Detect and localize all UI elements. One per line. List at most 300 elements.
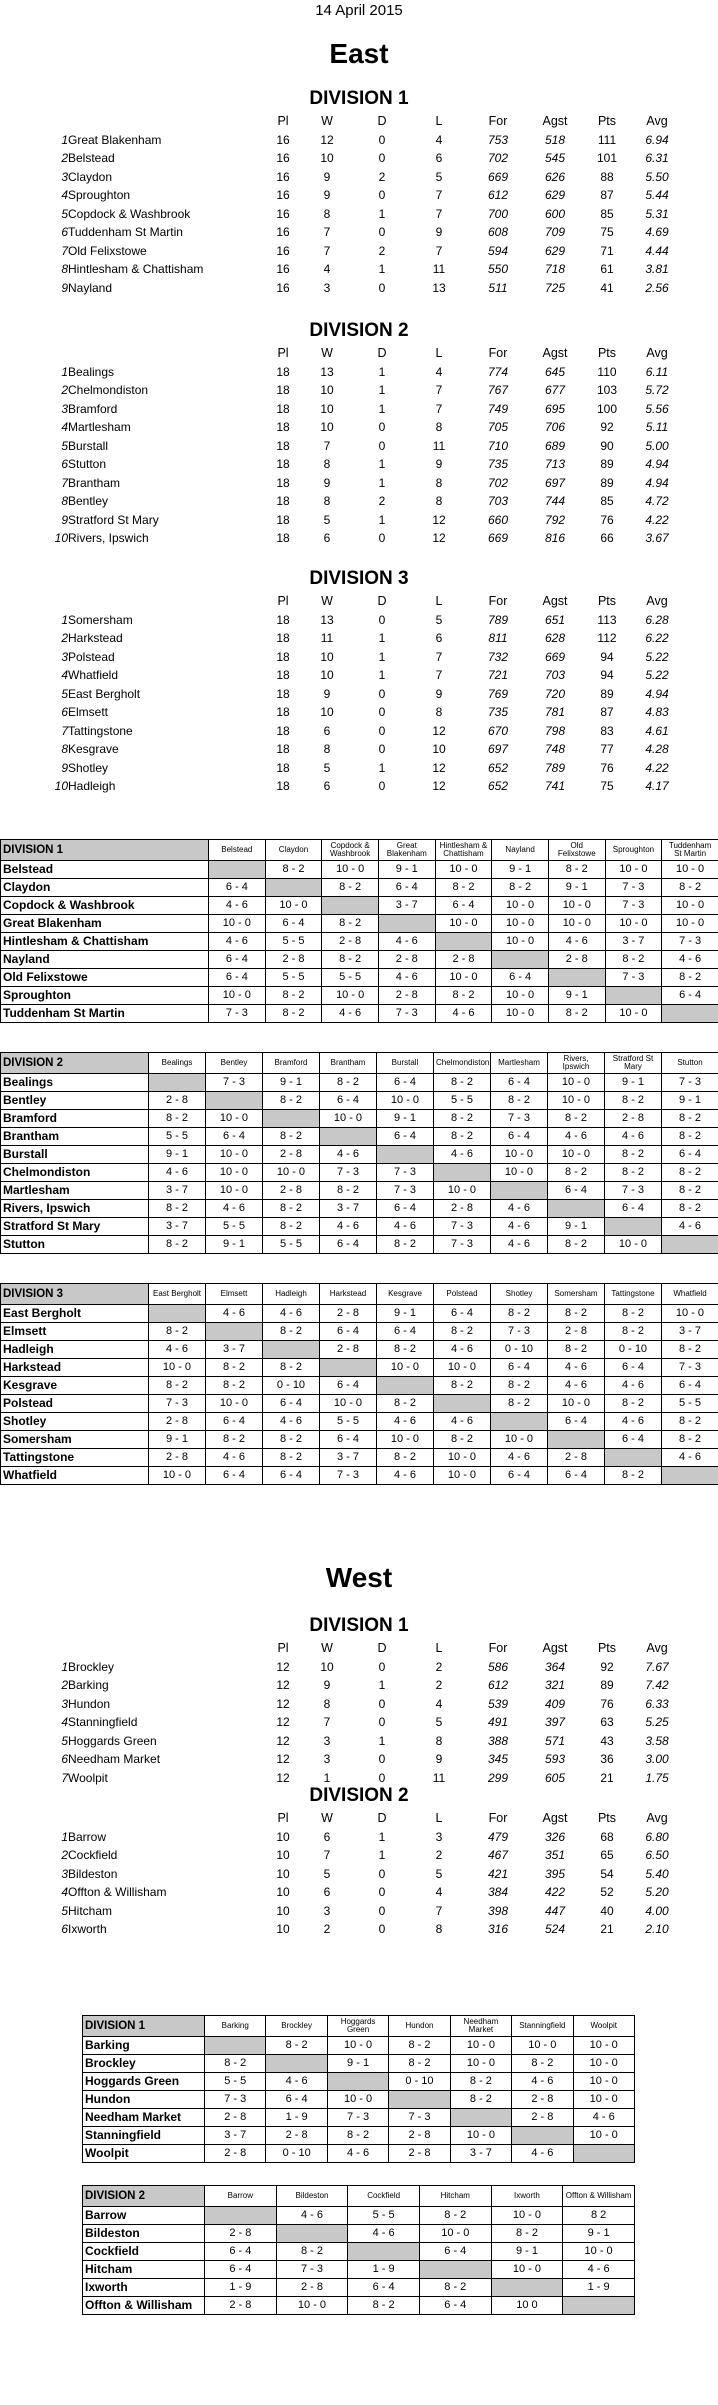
result-cell: 7 - 3 [662,1074,718,1092]
stat-l: 2 [435,1848,443,1863]
team-name: Great Blakenham [68,132,162,147]
grid-row [1,1305,718,1323]
result-cell: 10 0 [491,2297,563,2315]
row-team-sproughton: Sproughton [1,987,209,1005]
stat-avg: 7.42 [645,1678,669,1693]
stat-avg: 5.31 [645,206,669,221]
east-division-1-title: DIVISION 1 [309,88,409,109]
stat-agst: 628 [544,631,566,646]
result-cell: 2 - 8 [512,2109,573,2127]
self-match-cell [377,1146,434,1164]
stat-agst: 695 [544,401,566,416]
result-cell: 8 - 2 [206,1431,263,1449]
result-cell: 8 - 2 [322,951,379,969]
grid-row [1,951,718,969]
result-cell: 8 - 2 [263,1128,320,1146]
stat-pl: 10 [276,1866,290,1881]
column-header-somersham: Somersham [548,1284,605,1305]
column-header-chelmondiston: Chelmondiston [434,1053,491,1074]
row-team-bentley: Bentley [1,1092,149,1110]
result-cell: 8 - 2 [434,1323,491,1341]
result-cell: 10 - 0 [662,915,718,933]
result-cell: 7 - 3 [491,1110,548,1128]
stat-pts: 68 [600,1829,614,1844]
stat-pts: 61 [600,262,614,277]
result-cell: 10 - 0 [149,1467,206,1485]
header-pos-blank [40,112,68,131]
stat-pts: 65 [600,1848,614,1863]
result-cell: 10 - 0 [450,2055,511,2073]
header-team-blank [68,1809,268,1828]
stat-pl: 18 [276,631,290,646]
table-row [40,418,684,437]
stat-d: 0 [378,1715,386,1730]
stat-l: 2 [435,1659,443,1674]
row-team-hadleigh: Hadleigh [1,1341,149,1359]
result-cell: 4 - 6 [377,1218,434,1236]
stat-for: 702 [487,475,509,490]
table-row [40,381,684,400]
stat-for: 767 [487,383,509,398]
self-match-cell [492,951,549,969]
stat-l: 11 [432,262,446,277]
result-cell: 10 - 0 [605,1236,662,1254]
grid-row [83,2145,635,2163]
result-cell: 2 - 8 [548,1323,605,1341]
self-match-cell [327,2073,388,2091]
column-header-brantham: Brantham [320,1053,377,1074]
table-row [40,168,684,187]
grid-row [1,1449,718,1467]
self-match-cell [563,2297,635,2315]
stat-pts: 71 [600,243,614,258]
row-position: 1 [61,364,68,379]
stat-agst: 447 [544,1903,566,1918]
team-name: Stutton [68,457,107,472]
result-cell: 9 - 1 [263,1074,320,1092]
team-name: Cockfield [68,1848,118,1863]
stat-agst: 677 [544,383,566,398]
stat-d: 0 [378,420,386,435]
result-cell: 6 - 4 [605,1431,662,1449]
stat-avg: 4.61 [645,723,669,738]
team-name: Old Felixstowe [68,243,147,258]
header-w: W [321,346,333,361]
grid-row [1,1377,718,1395]
grid-row [1,1182,718,1200]
stat-l: 9 [435,225,443,240]
row-position: 5 [61,438,68,453]
stat-w: 3 [323,1752,331,1767]
stat-pl: 10 [276,1922,290,1937]
stat-pts: 75 [600,225,614,240]
result-cell: 10 - 0 [434,1467,491,1485]
stat-d: 1 [378,760,386,775]
row-position: 8 [61,494,68,509]
header-pos-blank [40,344,68,363]
stat-agst: 798 [544,723,566,738]
row-team-brockley: Brockley [83,2055,205,2073]
result-cell: 6 - 4 [434,1305,491,1323]
stat-avg: 6.50 [645,1848,669,1863]
table-row [40,492,684,511]
column-header-bentley: Bentley [206,1053,263,1074]
result-cell: 10 - 0 [434,1182,491,1200]
result-cell: 10 - 0 [548,915,605,933]
result-cell: 10 - 0 [209,987,266,1005]
column-header-shotley: Shotley [491,1284,548,1305]
stat-d: 2 [378,243,386,258]
stat-d: 1 [378,383,386,398]
result-cell: 2 - 8 [205,2225,277,2243]
table-row [40,1902,684,1921]
stat-agst: 629 [544,243,566,258]
result-cell: 2 - 8 [378,951,435,969]
stat-for: 491 [487,1715,509,1730]
result-cell: 5 - 5 [205,2073,266,2091]
region-title-east: East [329,38,389,69]
stat-for: 612 [487,188,509,203]
result-cell: 1 - 9 [563,2279,635,2297]
table-row [40,703,684,722]
self-match-cell [263,1341,320,1359]
stat-l: 5 [435,612,443,627]
header-pl: Pl [277,1641,289,1656]
stat-avg: 4.94 [645,457,669,472]
stat-avg: 4.28 [645,742,669,757]
result-cell: 8 - 2 [491,2225,563,2243]
result-cell: 7 - 3 [327,2109,388,2127]
row-position: 3 [61,401,68,416]
result-cell: 8 - 2 [205,2055,266,2073]
result-cell: 8 - 2 [434,1431,491,1449]
east-division-2-table [40,344,684,548]
stat-agst: 651 [544,612,566,627]
stat-w: 6 [323,1829,331,1844]
result-cell: 4 - 6 [266,2073,327,2091]
result-cell: 7 - 3 [377,1182,434,1200]
table-header-row [40,344,684,363]
stat-w: 9 [323,188,331,203]
row-team-tattingstone: Tattingstone [1,1449,149,1467]
result-cell: 10 - 0 [492,987,549,1005]
result-cell: 9 - 1 [327,2055,388,2073]
stat-for: 384 [487,1885,509,1900]
column-header-needham-market: Needham Market [450,2016,511,2037]
header-for: For [488,346,508,361]
result-cell: 10 - 0 [434,1359,491,1377]
stat-w: 7 [323,1848,331,1863]
stat-pl: 18 [276,686,290,701]
header-avg: Avg [646,114,668,129]
stat-l: 8 [435,1922,443,1937]
grid-row [1,879,718,897]
stat-pts: 89 [600,457,614,472]
header-avg: Avg [646,346,668,361]
stat-avg: 3.67 [645,531,669,546]
stat-l: 12 [432,531,446,546]
result-cell: 9 - 1 [605,1074,662,1092]
result-cell: 10 - 0 [435,915,492,933]
stat-pl: 18 [276,742,290,757]
result-cell: 10 - 0 [149,1359,206,1377]
stat-w: 7 [323,225,331,240]
self-match-cell [491,1413,548,1431]
result-cell: 6 - 4 [377,1323,434,1341]
row-team-hoggards-green: Hoggards Green [83,2073,205,2091]
header-pos-blank [40,1639,68,1658]
row-position: 7 [61,723,68,738]
row-team-old-felixstowe: Old Felixstowe [1,969,209,987]
stat-d: 1 [378,668,386,683]
table-row [40,223,684,242]
column-header-stutton: Stutton [662,1053,718,1074]
result-cell: 8 - 2 [548,1236,605,1254]
result-cell: 8 - 2 [605,1467,662,1485]
table-row [40,149,684,168]
column-header-great-blakenham: Great Blakenham [378,840,435,861]
row-position: 8 [61,262,68,277]
result-cell: 4 - 6 [327,2145,388,2163]
self-match-cell [491,1182,548,1200]
result-cell: 3 - 7 [320,1200,377,1218]
grid-row [1,987,718,1005]
stat-d: 0 [378,531,386,546]
grid-row [1,1236,718,1254]
row-team-rivers-ipswich: Rivers, Ipswich [1,1200,149,1218]
stat-agst: 706 [544,420,566,435]
header-d: D [377,1811,387,1826]
stat-agst: 364 [544,1659,566,1674]
row-position: 10 [54,779,68,794]
stat-d: 1 [378,1678,386,1693]
result-cell: 8 - 2 [263,1449,320,1467]
row-position: 6 [61,225,68,240]
column-header-barking: Barking [205,2016,266,2037]
stat-pts: 85 [600,494,614,509]
stat-pl: 16 [276,188,290,203]
stat-w: 9 [323,686,331,701]
stat-w: 6 [323,779,331,794]
result-cell: 10 - 0 [276,2297,348,2315]
header-d: D [377,114,387,129]
grid-header-row [1,1053,718,1074]
table-row [40,629,684,648]
grid-row [1,1128,718,1146]
stat-for: 345 [487,1752,509,1767]
result-cell: 4 - 6 [378,969,435,987]
grid-title: DIVISION 2 [1,1053,149,1074]
result-cell: 2 - 8 [605,1110,662,1128]
row-position: 2 [61,631,68,646]
stat-pts: 76 [600,760,614,775]
result-cell: 1 - 9 [348,2261,420,2279]
column-header-elmsett: Elmsett [206,1284,263,1305]
stat-l: 7 [435,243,443,258]
self-match-cell [662,1467,718,1485]
result-cell: 4 - 6 [662,1218,718,1236]
column-header-hitcham: Hitcham [419,2186,491,2207]
stat-pl: 18 [276,438,290,453]
row-team-hintlesham-and-chattisham: Hintlesham & Chattisham [1,933,209,951]
stat-pts: 101 [596,151,618,166]
result-cell: 10 - 0 [491,1431,548,1449]
stat-for: 670 [487,723,509,738]
table-row [40,1658,684,1677]
grid-title: DIVISION 3 [1,1284,149,1305]
stat-agst: 600 [544,206,566,221]
stat-w: 11 [320,631,334,646]
result-cell: 10 - 0 [491,2207,563,2225]
result-cell: 8 - 2 [419,2207,491,2225]
stat-pl: 18 [276,457,290,472]
table-row [40,511,684,530]
stat-for: 769 [487,686,509,701]
result-cell: 6 - 4 [377,1128,434,1146]
stat-w: 3 [323,280,331,295]
result-cell: 4 - 6 [548,1359,605,1377]
result-cell: 6 - 4 [320,1377,377,1395]
result-cell: 2 - 8 [434,1200,491,1218]
row-team-hundon: Hundon [83,2091,205,2109]
stat-pl: 18 [276,512,290,527]
row-position: 3 [61,1866,68,1881]
grid-row [83,2073,635,2091]
result-cell: 9 - 1 [491,2243,563,2261]
row-position: 2 [61,1848,68,1863]
stat-agst: 713 [544,457,566,472]
self-match-cell [266,2055,327,2073]
stat-l: 5 [435,1715,443,1730]
result-cell: 10 - 0 [435,861,492,879]
column-header-rivers-ipswich: Rivers, Ipswich [548,1053,605,1074]
row-position: 4 [61,1885,68,1900]
stat-l: 4 [435,364,443,379]
table-row [40,740,684,759]
table-row [40,363,684,382]
self-match-cell [662,1005,718,1023]
stat-pts: 87 [600,705,614,720]
self-match-cell [149,1305,206,1323]
stat-l: 6 [435,151,443,166]
stat-agst: 709 [544,225,566,240]
grid-row [1,1218,718,1236]
result-cell: 8 - 2 [605,1146,662,1164]
table-header-row [40,1639,684,1658]
header-pl: Pl [277,1811,289,1826]
stat-pl: 16 [276,206,290,221]
grid-row [83,2055,635,2073]
stat-pl: 10 [276,1903,290,1918]
row-position: 4 [61,668,68,683]
result-cell: 4 - 6 [378,933,435,951]
grid-row [1,1164,718,1182]
result-cell: 7 - 3 [209,1005,266,1023]
result-cell: 4 - 6 [512,2073,573,2091]
table-row [40,1750,684,1769]
stat-for: 539 [487,1696,509,1711]
result-cell: 3 - 7 [662,1323,718,1341]
table-row [40,205,684,224]
result-cell: 8 - 2 [662,1431,718,1449]
stat-w: 8 [323,742,331,757]
result-cell: 8 - 2 [377,1449,434,1467]
result-cell: 4 - 6 [206,1305,263,1323]
row-team-barrow: Barrow [83,2207,205,2225]
result-cell: 4 - 6 [434,1413,491,1431]
column-header-kesgrave: Kesgrave [377,1284,434,1305]
header-l: L [435,594,443,609]
result-cell: 6 - 4 [419,2243,491,2261]
grid-row [1,1110,718,1128]
stat-w: 10 [320,151,334,166]
column-header-east-bergholt: East Bergholt [149,1284,206,1305]
result-cell: 10 - 0 [206,1164,263,1182]
row-team-martlesham: Martlesham [1,1182,149,1200]
result-cell: 6 - 4 [205,2243,277,2261]
result-cell: 0 - 10 [605,1341,662,1359]
team-name: Tuddenham St Martin [68,225,183,240]
stat-avg: 5.00 [645,438,669,453]
grid-row [1,1467,718,1485]
stat-pts: 36 [600,1752,614,1767]
stat-pl: 16 [276,169,290,184]
header-pl: Pl [277,594,289,609]
stat-agst: 626 [544,169,566,184]
stat-d: 1 [378,512,386,527]
row-team-offton-and-willisham: Offton & Willisham [83,2297,205,2315]
stat-pl: 12 [276,1696,290,1711]
table-header-row [40,1809,684,1828]
result-cell: 2 - 8 [548,951,605,969]
stat-d: 1 [378,631,386,646]
team-name: Barrow [68,1829,107,1844]
stat-d: 1 [378,364,386,379]
stat-pl: 16 [276,262,290,277]
result-cell: 6 - 4 [491,1359,548,1377]
self-match-cell [149,1074,206,1092]
table-row [40,529,684,548]
result-cell: 8 - 2 [265,987,322,1005]
result-cell: 7 - 3 [276,2261,348,2279]
stat-pts: 76 [600,1696,614,1711]
header-avg: Avg [646,1811,668,1826]
column-header-whatfield: Whatfield [662,1284,718,1305]
team-name: Chelmondiston [68,383,149,398]
stat-d: 2 [378,169,386,184]
team-name: Kesgrave [68,742,119,757]
grid-row [83,2109,635,2127]
stat-for: 594 [487,243,509,258]
grid-header-row [83,2016,635,2037]
stat-avg: 3.58 [645,1733,669,1748]
row-team-brantham: Brantham [1,1128,149,1146]
row-team-bramford: Bramford [1,1110,149,1128]
stat-pts: 103 [596,383,618,398]
stat-l: 4 [435,1885,443,1900]
west-results-grid-division-2 [82,2185,635,2315]
header-avg: Avg [646,594,668,609]
result-cell: 9 - 1 [548,987,605,1005]
team-name: Bealings [68,364,115,379]
column-header-woolpit: Woolpit [573,2016,634,2037]
result-cell: 7 - 3 [491,1323,548,1341]
row-team-great-blakenham: Great Blakenham [1,915,209,933]
grid-header-row [83,2186,635,2207]
stat-pl: 18 [276,779,290,794]
result-cell: 8 - 2 [322,879,379,897]
stat-for: 735 [487,705,509,720]
